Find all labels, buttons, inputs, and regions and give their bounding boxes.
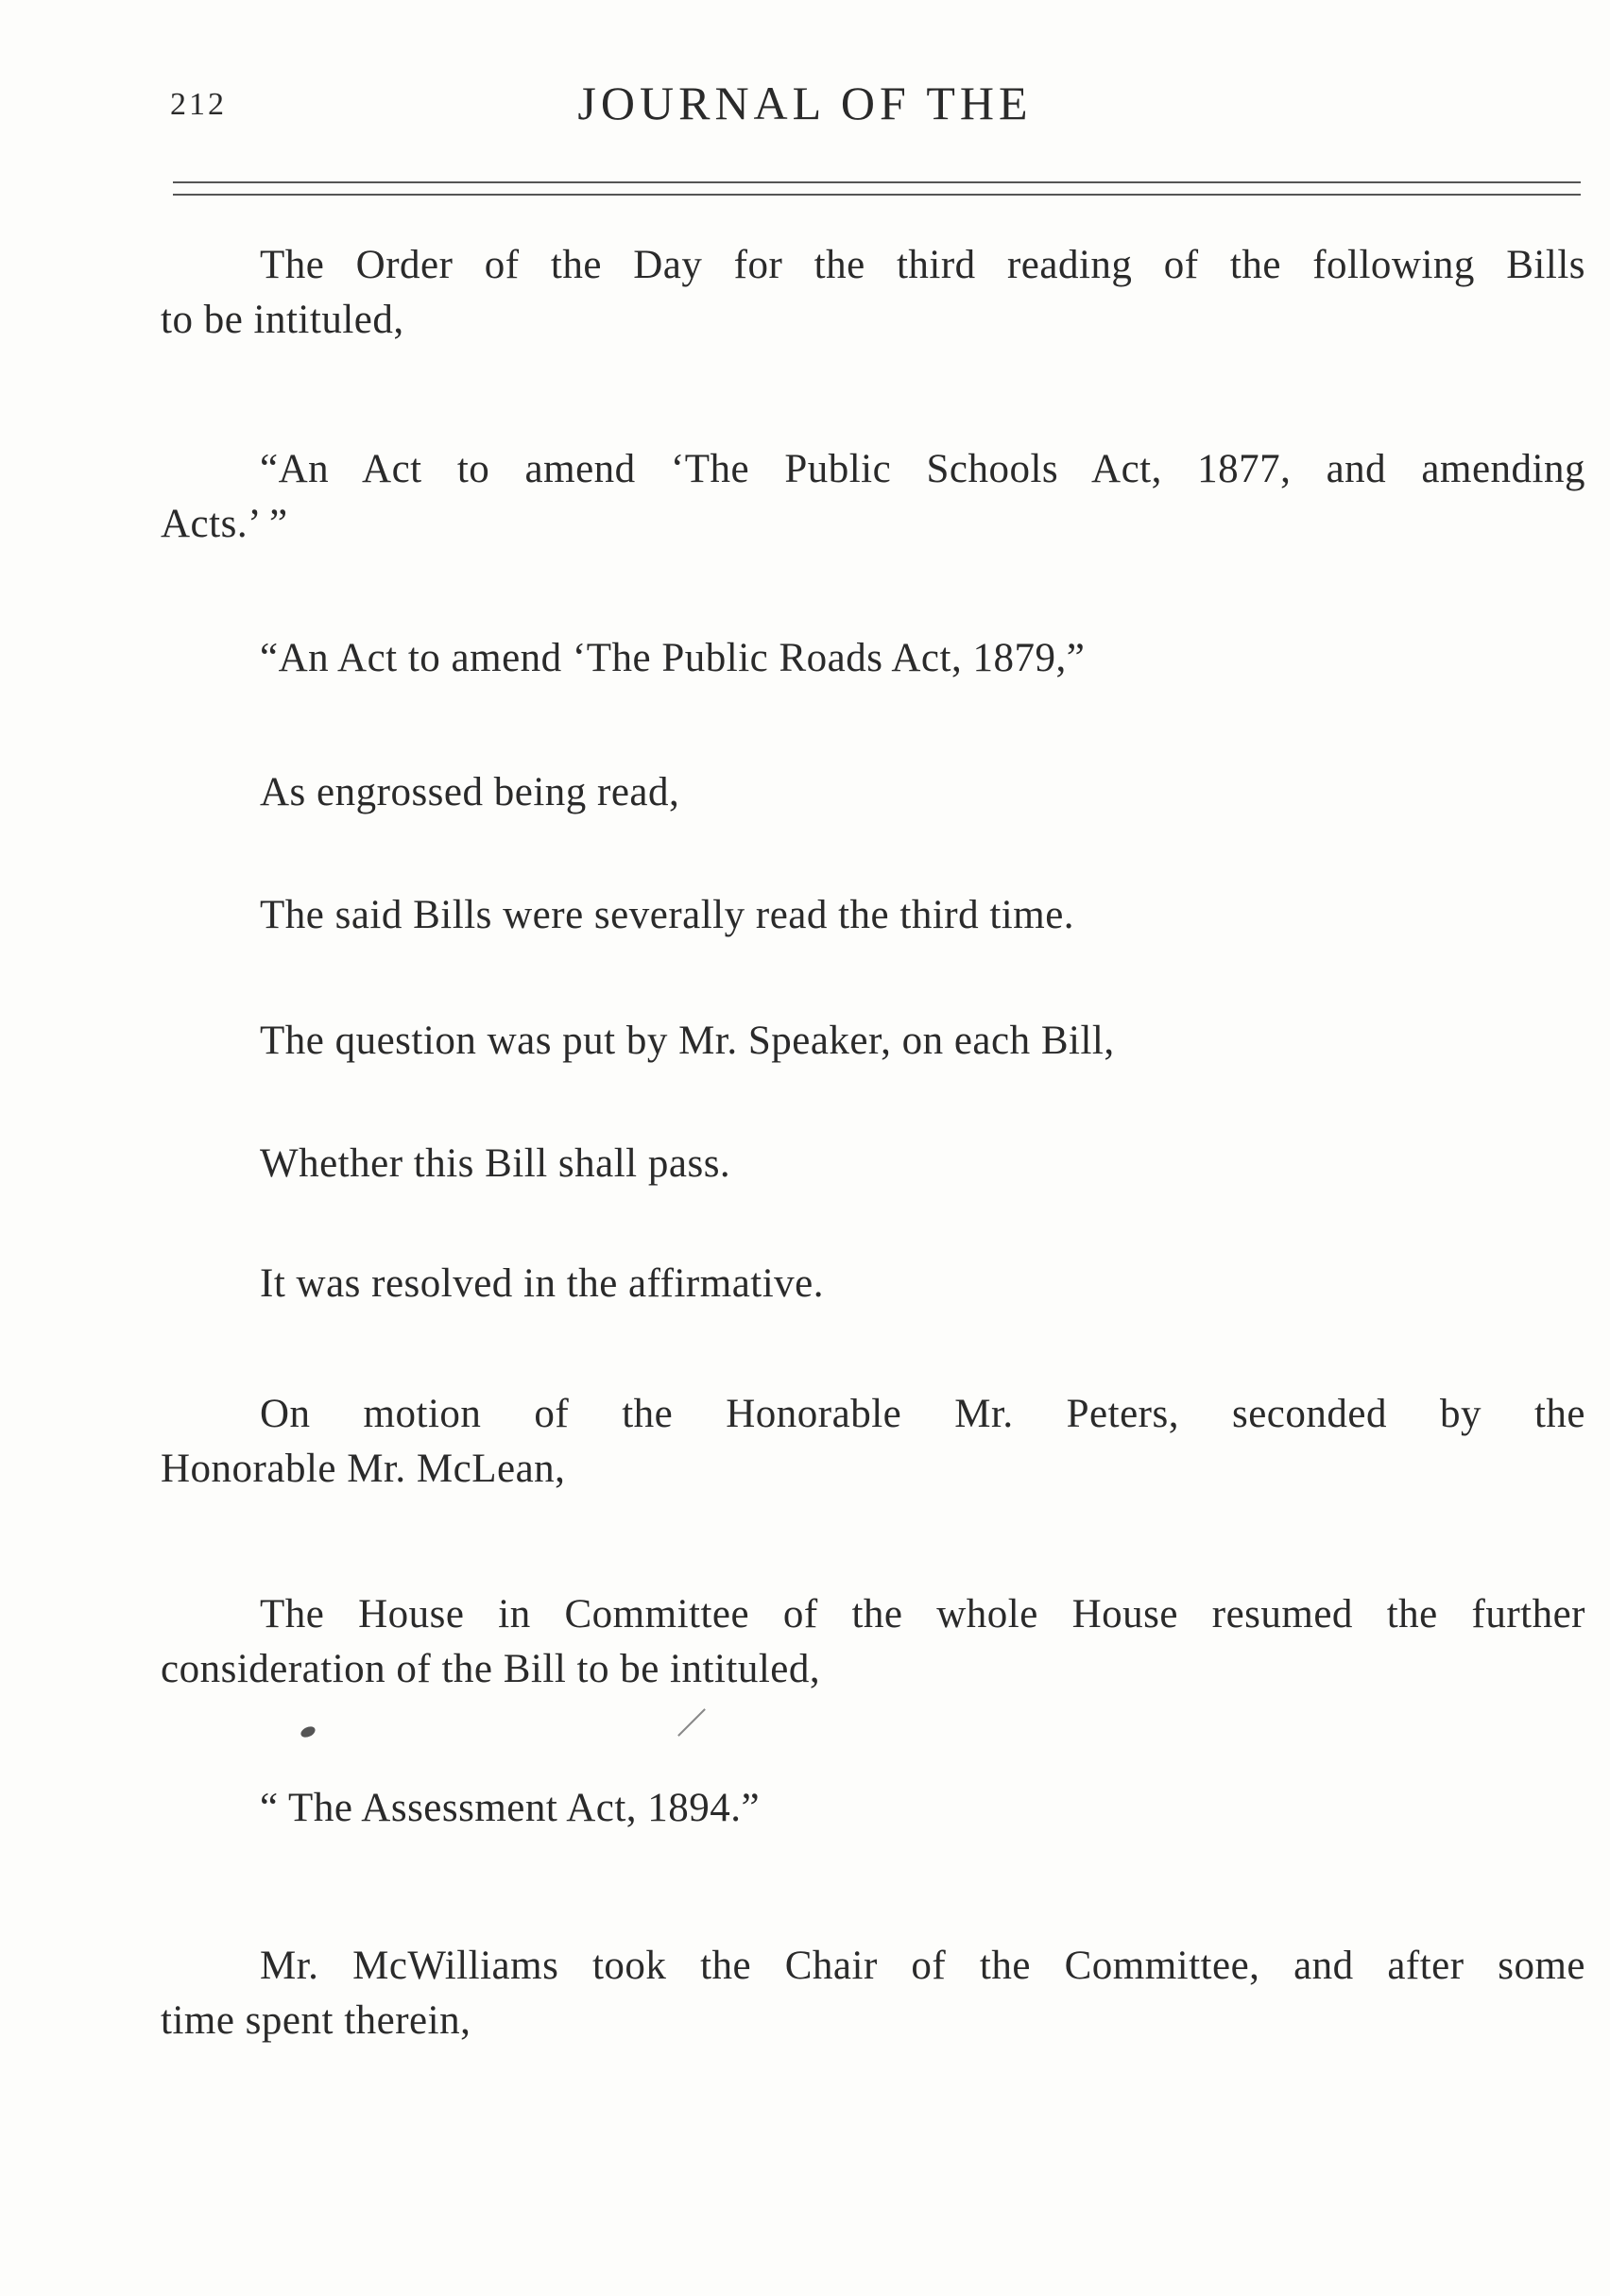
paragraph-committee [161,1587,1585,1697]
header-rule-top [173,181,1581,183]
paragraph-line: On motion of the Honorable Mr. Peters, seconded by the [260,1392,1585,1436]
paragraph-line: Mr. McWilliams took the Chair of the Committee, and after some [260,1944,1585,1988]
paragraph-engrossed: As engrossed being read, [260,770,680,814]
paragraph-question: The question was put by Mr. Speaker, on each Bill, [260,1019,1115,1063]
header-rule-bottom [173,194,1581,196]
running-head: JOURNAL OF THE [577,77,1033,129]
paragraph-line: “An Act to amend ‘The Public Schools Act, 1877, and amending [260,447,1585,491]
paragraph-roads-act: “An Act to amend ‘The Public Roads Act, 1879,” [260,636,1086,680]
paragraph-schools-act [161,442,1585,552]
paragraph-line: The House in Committee of the whole House resumed the further [260,1592,1585,1636]
paragraph-chair [161,1939,1585,2048]
page-number: 212 [170,87,227,122]
paragraph-line: to be intituled, [161,298,404,342]
paragraph-line: consideration of the Bill to be intituled, [161,1647,821,1691]
paragraph-resolved: It was resolved in the affirmative. [260,1261,825,1306]
paragraph-order-of-day [161,238,1585,348]
paragraph-third-time: The said Bills were severally read the third time. [260,893,1075,937]
paragraph-whether: Whether this Bill shall pass. [260,1141,731,1186]
paragraph-line: time spent therein, [161,1998,471,2043]
paragraph-line: Acts.’ ” [161,502,288,546]
ink-smudge [300,1724,317,1739]
paragraph-motion [161,1387,1585,1497]
paragraph-assessment-act: “ The Assessment Act, 1894.” [260,1786,761,1830]
paragraph-line: The Order of the Day for the third reading of the following Bills [260,243,1585,287]
pencil-stroke [677,1708,706,1737]
paragraph-line: Honorable Mr. McLean, [161,1447,566,1491]
